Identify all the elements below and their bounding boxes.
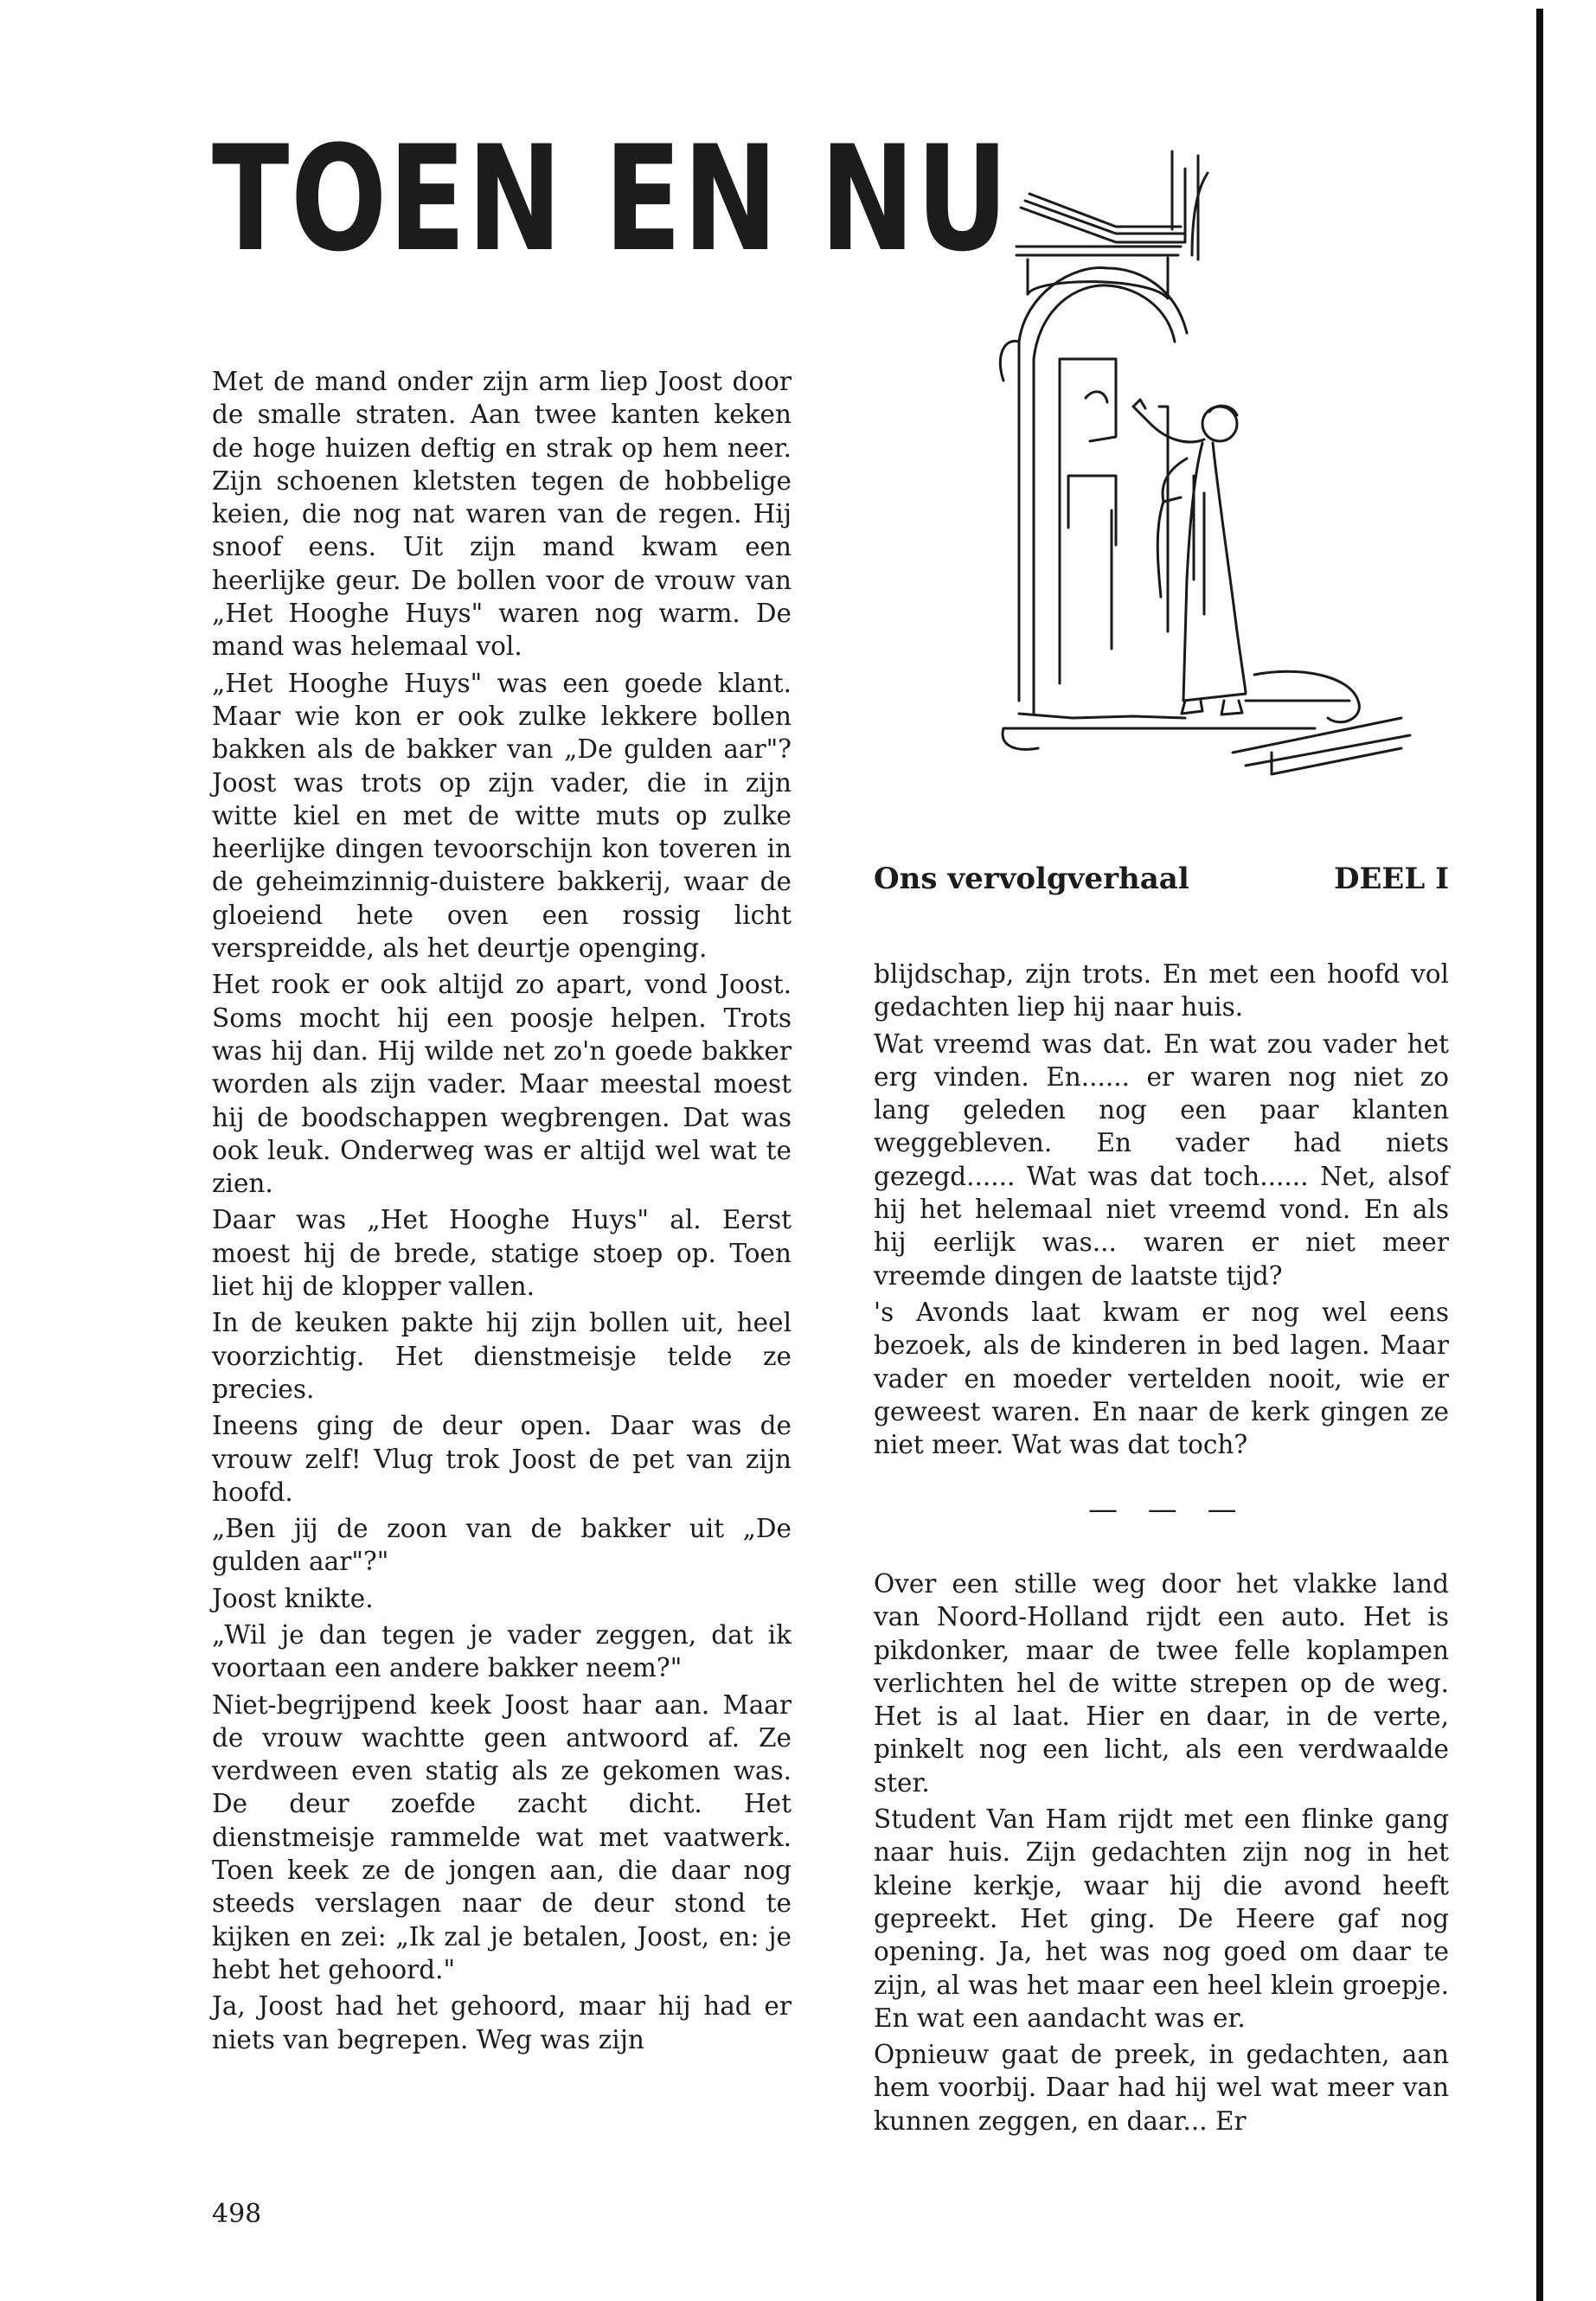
paragraph: Wat vreemd was dat. En wat zou vader het erg vinden. En...... er waren nog niet zo lang geleden nog een paar klanten weggebleven. En vader had niets gezegd...... Wat was dat toch...... Net, alsof hij het helemaal niet vreemd vond. En als hij eerlijk was... waren er niet meer vreemde dingen de laatste tijd? — [874, 1029, 1449, 1291]
page-number: 498 — [212, 2199, 262, 2229]
page-edge-bar — [1536, 9, 1543, 2301]
section-divider: — — — — [1088, 1492, 1247, 1527]
paragraph: „Wil je dan tegen je vader zeggen, dat ik voortaan een andere bakker neem?" — [212, 1619, 792, 1683]
article-right-column-bottom — [874, 1567, 1449, 2141]
paragraph: Met de mand onder zijn arm liep Joost door de smalle straten. Aan twee kanten keken de hoge huizen deftig en strak op hem neer. Zijn schoenen kletsten tegen de hobbelige keien, die nog nat waren van de regen. Hij snoof eens. Uit zijn mand kwam een heerlijke geur. De bollen voor de vrouw van „Het Hooghe Huys" waren nog warm. De mand was helemaal vol. — [212, 367, 792, 662]
article-right-column-top — [874, 958, 1449, 1465]
illustration-boy-at-door — [986, 147, 1419, 787]
page-title: TOEN EN NU — [212, 114, 1010, 284]
paragraph: Het rook er ook altijd zo apart, vond Joost. Soms mocht hij een poosje helpen. Trots was hij dan. Hij wilde net zo'n goede bakker worden als zijn vader. Maar meestal moest hij de boodschappen wegbrengen. Dat was ook leuk. Onderweg was er altijd wel wat te zien. — [212, 970, 792, 1199]
series-label: Ons vervolgverhaal — [874, 862, 1189, 896]
paragraph: Niet-begrijpend keek Joost haar aan. Maar de vrouw wachtte geen antwoord af. Ze verdween even statig als ze gekomen was. De deur zoefde zacht dicht. Het dienstmeisje rammelde wat met vaatwerk. Toen keek ze de jongen aan, die daar nog steeds verslagen naar de deur stond te kijken en zei: „Ik zal je betalen, Joost, en: je hebt het gehoord." — [212, 1689, 792, 1984]
paragraph: Daar was „Het Hooghe Huys" al. Eerst moest hij de brede, statige stoep op. Toen liet hij de klopper vallen. — [212, 1205, 792, 1302]
paragraph: Ja, Joost had het gehoord, maar hij had er niets van begrepen. Weg was zijn — [212, 1991, 792, 2054]
paragraph: In de keuken pakte hij zijn bollen uit, heel voorzichtig. Het dienstmeisje telde ze precies. — [212, 1308, 792, 1404]
paragraph: Over een stille weg door het vlakke land van Noord-Holland rijdt een auto. Het is pikdonker, maar de twee felle koplampen verlichten hel de witte strepen op de weg. Het is al laat. Hier en daar, in de verte, pinkelt nog een licht, als een verdwaalde ster. — [874, 1569, 1449, 1798]
paragraph: Ineens ging de deur open. Daar was de vrouw zelf! Vlug trok Joost de pet van zijn hoofd. — [212, 1411, 792, 1507]
paragraph: 's Avonds laat kwam er nog wel eens bezoek, als de kinderen in bed lagen. Maar vader en moeder vertelden nooit, wie er geweest waren. En naar de kerk gingen ze niet meer. Wat was dat toch? — [874, 1297, 1449, 1460]
paragraph: „Het Hooghe Huys" was een goede klant. Maar wie kon er ook zulke lekkere bollen bakken als de bakker van „De gulden aar"? Joost was trots op zijn vader, die in zijn witte kiel en met de witte muts op zulke heerlijke dingen tevoorschijn kon toveren in de geheimzinnig-duistere bakkerij, waar de gloeiend hete oven een rossig licht verspreidde, als het deurtje openging. — [212, 668, 792, 964]
paragraph: Opnieuw gaat de preek, in gedachten, aan hem voorbij. Daar had hij wel wat meer van kunnen zeggen, en daar... Er — [874, 2040, 1449, 2136]
paragraph: „Ben jij de zoon van de bakker uit „De gulden aar"?" — [212, 1514, 792, 1577]
series-part: DEEL I — [1334, 862, 1449, 896]
paragraph: Student Van Ham rijdt met een flinke gang naar huis. Zijn gedachten zijn nog in het kleine kerkje, waar hij die avond heeft gepreekt. Het ging. De Heere gaf nog opening. Ja, het was nog goed om daar te zijn, al was het maar een heel klein groepje. En wat een aandacht was er. — [874, 1804, 1449, 2033]
paragraph: Joost knikte. — [212, 1583, 374, 1613]
paragraph: blijdschap, zijn trots. En met een hoofd vol gedachten liep hij naar huis. — [874, 959, 1449, 1022]
series-heading — [874, 862, 1449, 896]
article-left-column — [212, 365, 792, 2060]
